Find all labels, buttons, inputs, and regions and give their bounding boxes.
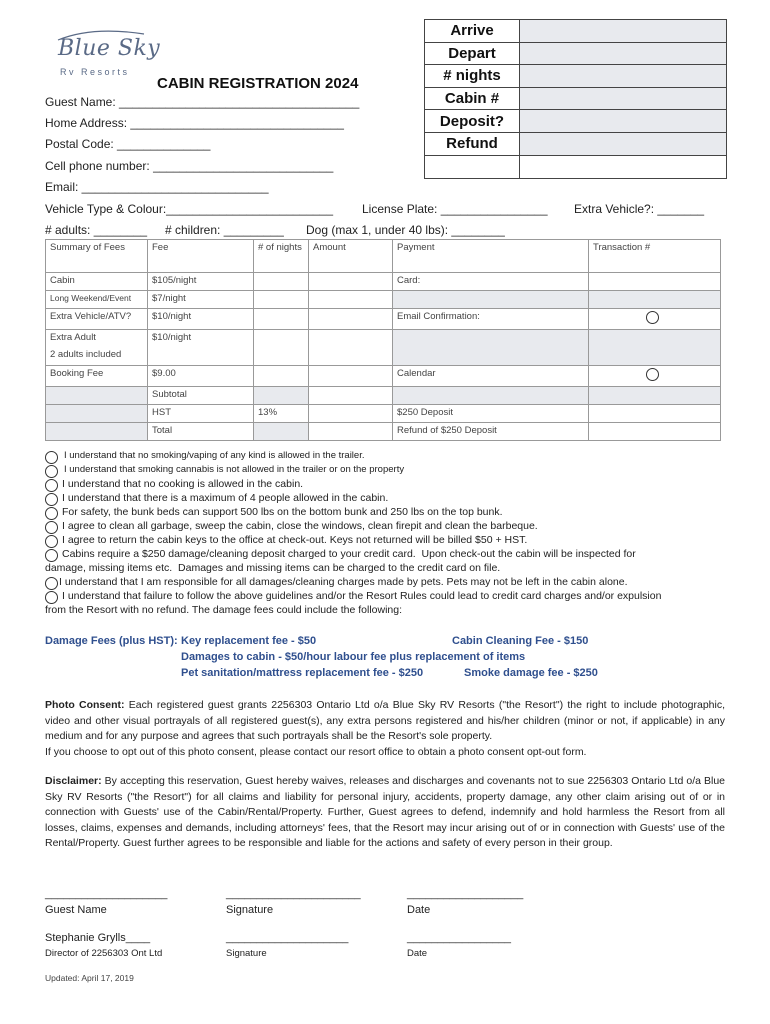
rule-text: I agree to return the cabin keys to the office at check-out. Keys not returned will be billed $50 + HST. (62, 534, 528, 546)
extra-field[interactable] (520, 155, 727, 178)
photo-consent-label: Photo Consent: (45, 699, 125, 711)
logo-script: Blue Sky (58, 36, 161, 61)
guest-name-line[interactable]: ____________________ (45, 888, 168, 900)
table-row (46, 273, 721, 291)
stay-info-box (424, 19, 727, 179)
rule-checkbox[interactable] (45, 549, 58, 562)
row-fee: Subtotal (148, 387, 254, 405)
rule-text: from the Resort with no refund. The damage fees could include the following: (45, 604, 403, 616)
table-row (46, 291, 721, 309)
row-summary-line1: Extra Adult (50, 332, 96, 343)
adults-field[interactable]: # adults: ________ (45, 223, 148, 237)
extra-cell (425, 155, 520, 178)
damage-fees-label: Damage Fees (plus HST): (45, 635, 178, 647)
cabin-number-field[interactable] (520, 87, 727, 110)
rule-checkbox[interactable] (45, 451, 58, 464)
row-summary (46, 405, 148, 423)
staff-name: Stephanie Grylls____ (45, 932, 151, 944)
depart-field[interactable] (520, 42, 727, 65)
rule-text: I understand that no smoking/vaping of any kind is allowed in the trailer. (64, 450, 365, 461)
row-summary-line2: 2 adults included (50, 349, 122, 360)
row-payment: Email Confirmation: (393, 309, 589, 330)
row-transaction (589, 291, 721, 309)
row-fee: $9.00 (148, 366, 254, 387)
photo-consent (45, 698, 725, 760)
row-fee: $105/night (148, 273, 254, 291)
signature-caption: Signature (226, 904, 274, 916)
guest-name-caption: Guest Name (45, 904, 107, 916)
rule-checkbox[interactable] (45, 465, 58, 478)
row-payment: Calendar (393, 366, 589, 387)
nights-label: # nights (425, 65, 520, 88)
email-field[interactable]: Email: ____________________________ (45, 180, 269, 194)
row-amount[interactable] (309, 330, 393, 366)
cell-phone-field[interactable]: Cell phone number: ___________________________ (45, 159, 334, 173)
date-caption: Date (407, 904, 431, 916)
rule-checkbox[interactable] (45, 507, 58, 520)
rule-text: I understand that there is a maximum of 4 people allowed in the cabin. (62, 492, 389, 504)
table-row (46, 330, 721, 366)
table-row (46, 366, 721, 387)
row-payment (393, 291, 589, 309)
row-fee: $10/night (148, 330, 254, 366)
disclaimer-label: Disclaimer: (45, 775, 102, 787)
staff-signature-line[interactable]: ____________________ (226, 932, 349, 944)
header-nights: # of nights (254, 240, 309, 273)
rule-checkbox[interactable] (45, 521, 58, 534)
rule-checkbox[interactable] (45, 535, 58, 548)
row-transaction[interactable] (589, 423, 721, 441)
home-address-field[interactable]: Home Address: ________________________________ (45, 116, 344, 130)
photo-consent-text: Each registered guest grants 2256303 Ontario Ltd o/a Blue Sky RV Resorts ("the Resort") the right to include photographic, video and other visual portrayals of all registered guest(s), any extra persons registered and his/her children (minor or not, if applicable) in any medium and for any purpose and agrees that such portrayals shall be the Resort's sole property. (45, 699, 726, 743)
rule-text: I understand that I am responsible for all damages/cleaning charges made by pets. Pets may not be left in the cabin alone. (59, 576, 628, 588)
key-fee: Key replacement fee - $50 (181, 635, 317, 647)
table-row (46, 423, 721, 441)
row-payment: Refund of $250 Deposit (393, 423, 589, 441)
rule-checkbox[interactable] (45, 577, 58, 590)
license-plate-field[interactable]: License Plate: ________________ (362, 202, 548, 216)
disclaimer-text: By accepting this reservation, Guest hereby waives, releases and discharges and covenants not to sue 2256303 Ontario Ltd o/a Blue Sky RV Resorts ("the Resort") for all claims and liability for personal injury, accidents, property damage, any other claim arising out of or in connection with Guests' use of the Cabin/Rental/Property. Further, Guest agrees to defend, indemnify and hold harmless the Resort from all losses, claims, expenses and demands, including attorneys' fees, that the Resort may incur arising out of or in connection with Guests' use of the Rental/Property. Guest further agrees to be responsible and liable for the actions and safety of every person in their group. (45, 775, 725, 850)
row-nights (254, 387, 309, 405)
rule-checkbox[interactable] (45, 479, 58, 492)
arrive-label: Arrive (425, 20, 520, 43)
email-confirm-checkbox[interactable] (646, 311, 659, 324)
row-amount[interactable] (309, 273, 393, 291)
children-field[interactable]: # children: _________ (165, 223, 284, 237)
table-row (46, 387, 721, 405)
table-header-row (46, 240, 721, 273)
dog-field[interactable]: Dog (max 1, under 40 lbs): ________ (306, 223, 505, 237)
row-summary (46, 387, 148, 405)
row-summary: Extra Vehicle/ATV? (46, 309, 148, 330)
staff-date-caption: Date (407, 948, 428, 959)
row-summary: Long Weekend/Event (46, 291, 148, 309)
staff-signature-caption: Signature (226, 948, 267, 959)
row-summary (46, 330, 148, 366)
row-transaction (589, 330, 721, 366)
rule-text: For safety, the bunk beds can support 500 lbs on the bottom bunk and 250 lbs on the top bunk. (62, 506, 503, 518)
rule-text: I agree to clean all garbage, sweep the cabin, close the windows, clean firepit and clean the barbeque. (62, 520, 538, 532)
row-amount[interactable] (309, 423, 393, 441)
row-amount[interactable] (309, 366, 393, 387)
row-nights[interactable] (254, 330, 309, 366)
cabin-number-label: Cabin # (425, 87, 520, 110)
deposit-label: Deposit? (425, 110, 520, 133)
date-line[interactable]: ___________________ (407, 888, 524, 900)
calendar-checkbox[interactable] (646, 368, 659, 381)
signature-line[interactable]: ______________________ (226, 888, 361, 900)
row-nights: 13% (254, 405, 309, 423)
row-nights (254, 423, 309, 441)
photo-consent-optout: If you choose to opt out of this photo consent, please contact our resort office to obtain a photo consent opt-out form. (45, 745, 587, 758)
pet-fee: Pet sanitation/mattress replacement fee - $250 (181, 667, 424, 679)
cleaning-fee: Cabin Cleaning Fee - $150 (452, 635, 589, 647)
row-summary: Cabin (46, 273, 148, 291)
extra-vehicle-field[interactable]: Extra Vehicle?: _______ (574, 202, 705, 216)
deposit-field[interactable] (520, 110, 727, 133)
row-payment (393, 330, 589, 366)
rule-text: I understand that no cooking is allowed in the cabin. (62, 478, 304, 490)
damages-fee: Damages to cabin - $50/hour labour fee plus replacement of items (181, 651, 526, 663)
updated-note: Updated: April 17, 2019 (45, 973, 134, 983)
row-nights[interactable] (254, 366, 309, 387)
rule-checkbox[interactable] (45, 591, 58, 604)
row-nights[interactable] (254, 309, 309, 330)
row-fee: $7/night (148, 291, 254, 309)
header-payment: Payment (393, 240, 589, 273)
refund-label: Refund (425, 132, 520, 155)
row-transaction (589, 309, 721, 330)
rule-text: Cabins require a $250 damage/cleaning deposit charged to your credit card. Upon check-out the cabin will be inspected for (62, 548, 636, 560)
row-amount[interactable] (309, 387, 393, 405)
row-summary (46, 423, 148, 441)
rule-text: damage, missing items etc. Damages and missing items can be charged to the credit card on file. (45, 562, 501, 574)
vehicle-field[interactable]: Vehicle Type & Colour:_________________________ (45, 202, 334, 216)
smoke-fee: Smoke damage fee - $250 (464, 667, 598, 679)
rule-text: I understand that failure to follow the above guidelines and/or the Resort Rules could lead to credit card charges and/or expulsion (62, 590, 662, 602)
postal-code-field[interactable]: Postal Code: ______________ (45, 137, 211, 151)
row-payment: Card: (393, 273, 589, 291)
page-title: CABIN REGISTRATION 2024 (157, 75, 359, 92)
row-amount[interactable] (309, 405, 393, 423)
nights-field[interactable] (520, 65, 727, 88)
row-nights[interactable] (254, 273, 309, 291)
staff-date-line[interactable]: _________________ (407, 932, 512, 944)
row-transaction[interactable] (589, 273, 721, 291)
disclaimer (45, 774, 725, 852)
guest-name-field[interactable]: Guest Name: ____________________________________ (45, 95, 360, 109)
header-fee: Fee (148, 240, 254, 273)
row-fee: $10/night (148, 309, 254, 330)
header-transaction: Transaction # (589, 240, 721, 273)
row-amount[interactable] (309, 291, 393, 309)
row-fee: HST (148, 405, 254, 423)
row-transaction[interactable] (589, 405, 721, 423)
rule-checkbox[interactable] (45, 493, 58, 506)
table-row (46, 309, 721, 330)
header-amount: Amount (309, 240, 393, 273)
refund-field[interactable] (520, 132, 727, 155)
rule-text: I understand that smoking cannabis is not allowed in the trailer or on the property (64, 464, 405, 475)
logo-sub: Rv Resorts (60, 67, 130, 77)
table-row (46, 405, 721, 423)
director-caption: Director of 2256303 Ont Ltd (45, 948, 163, 959)
row-payment: $250 Deposit (393, 405, 589, 423)
row-amount[interactable] (309, 309, 393, 330)
header-summary: Summary of Fees (46, 240, 148, 273)
row-transaction (589, 366, 721, 387)
fees-table (45, 239, 721, 441)
row-payment (393, 387, 589, 405)
row-summary: Booking Fee (46, 366, 148, 387)
arrive-field[interactable] (520, 20, 727, 43)
row-transaction (589, 387, 721, 405)
depart-label: Depart (425, 42, 520, 65)
row-nights[interactable] (254, 291, 309, 309)
row-fee: Total (148, 423, 254, 441)
